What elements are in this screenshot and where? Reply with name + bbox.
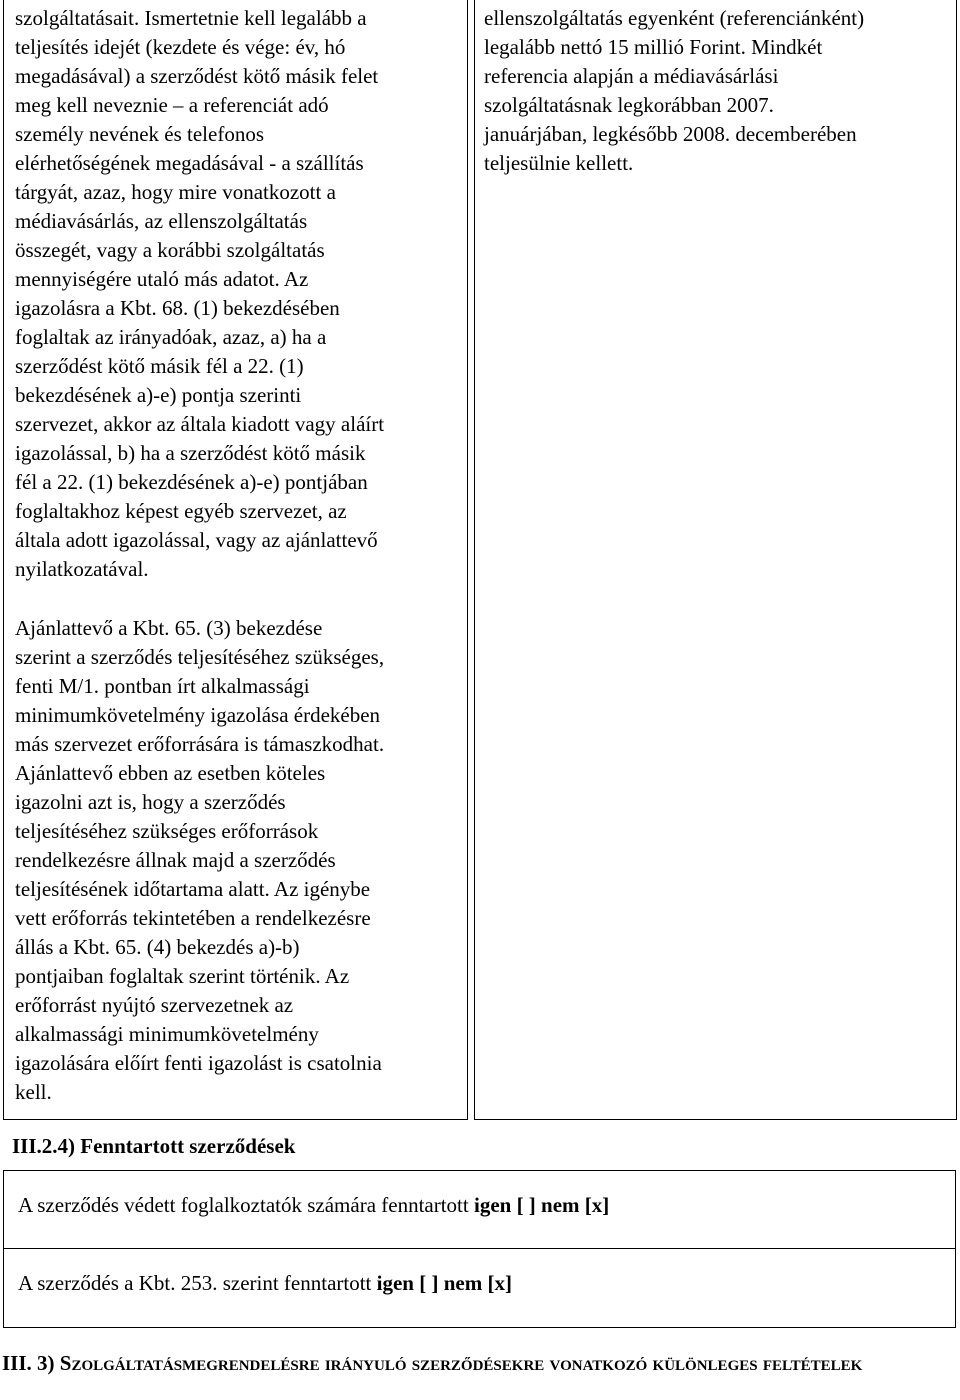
reserved-protected-employers-options: igen [ ] nem [x] xyxy=(473,1193,610,1217)
reserved-kbt-253-options: igen [ ] nem [x] xyxy=(376,1271,512,1295)
resource-reliance-paragraph: Ajánlattevő a Kbt. 65. (3) bekezdése szerint a szerződés teljesítéséhez szükséges, fenti M/1. pontban írt alkalmassági minimumkövetelmény igazolása érdekében más szervezet erőforrására is támaszkodhat. Ajánlattevő ebben az esetben köteles igazolni azt is, hogy a szerződés teljesítéséhez szükséges erőforrások rendelkezésre állnak majd a szerződés teljesítésének időtartama alatt. Az igénybe vett erőforrás tekintetében a rendelkezésre állás a Kbt. 65. (4) bekezdés a)-b) pontjaiban foglaltak szerint történik. Az erőforrást nyújtó szervezetnek az alkalmassági minimumkövetelmény igazolására előírt fenti igazolást is csatolnia kell. xyxy=(15,616,385,1104)
requirements-table xyxy=(3,0,957,1120)
section-heading-special-conditions xyxy=(2,1350,952,1377)
reserved-protected-employers-row xyxy=(3,1170,956,1249)
table-right-cell xyxy=(474,0,957,1120)
section-3-title: Szolgáltatásmegrendelésre irányuló szerződésekre vonatkozó különleges feltételek xyxy=(59,1351,863,1375)
minimum-requirement-paragraph: ellenszolgáltatás egyenként (referenciánként) legalább nettó 15 millió Forint. Mindkét referencia alapján a médiavásárlási szolgáltatásnak legkorábban 2007. januárjában, legkésőbb 2008. decemberében teljesülnie kellett. xyxy=(484,6,865,175)
reference-requirements-paragraph: szolgáltatásait. Ismertetnie kell legalább a teljesítés idejét (kezdete és vége: év, hó megadásával) a szerződést kötő másik felet meg kell neveznie – a referenciát adó személy nevének és telefonos elérhetőségének megadásával - a szállítás tárgyát, azaz, hogy mire vonatkozott a médiavásárlás, az ellenszolgáltatás összegét, vagy a korábbi szolgáltatás mennyiségére utaló más adatot. Az igazolásra a Kbt. 68. (1) bekezdésében foglaltak az irányadóak, azaz, a) ha a szerződést kötő másik fél a 22. (1) bekezdésének a)-e) pontja szerinti szervezet, akkor az általa kiadott vagy aláírt igazolással, b) ha a szerződést kötő másik fél a 22. (1) bekezdésének a)-e) pontjában foglaltakhoz képest egyéb szervezet, az általa adott igazolással, vagy az ajánlattevő nyilatkozatával. xyxy=(15,6,385,581)
reserved-kbt-253-line xyxy=(18,1269,512,1298)
section-3-number: III. 3) xyxy=(2,1351,60,1375)
reserved-protected-employers-line xyxy=(18,1191,609,1220)
section-heading-reserved-contracts: III.2.4) Fenntartott szerződések xyxy=(12,1134,296,1158)
reserved-kbt-253-text: A szerződés a Kbt. 253. szerint fenntartott xyxy=(18,1271,377,1295)
reserved-protected-employers-text: A szerződés védett foglalkoztatók számára fenntartott xyxy=(18,1193,474,1217)
table-left-cell xyxy=(3,0,468,1120)
reserved-kbt-253-row xyxy=(3,1249,956,1328)
